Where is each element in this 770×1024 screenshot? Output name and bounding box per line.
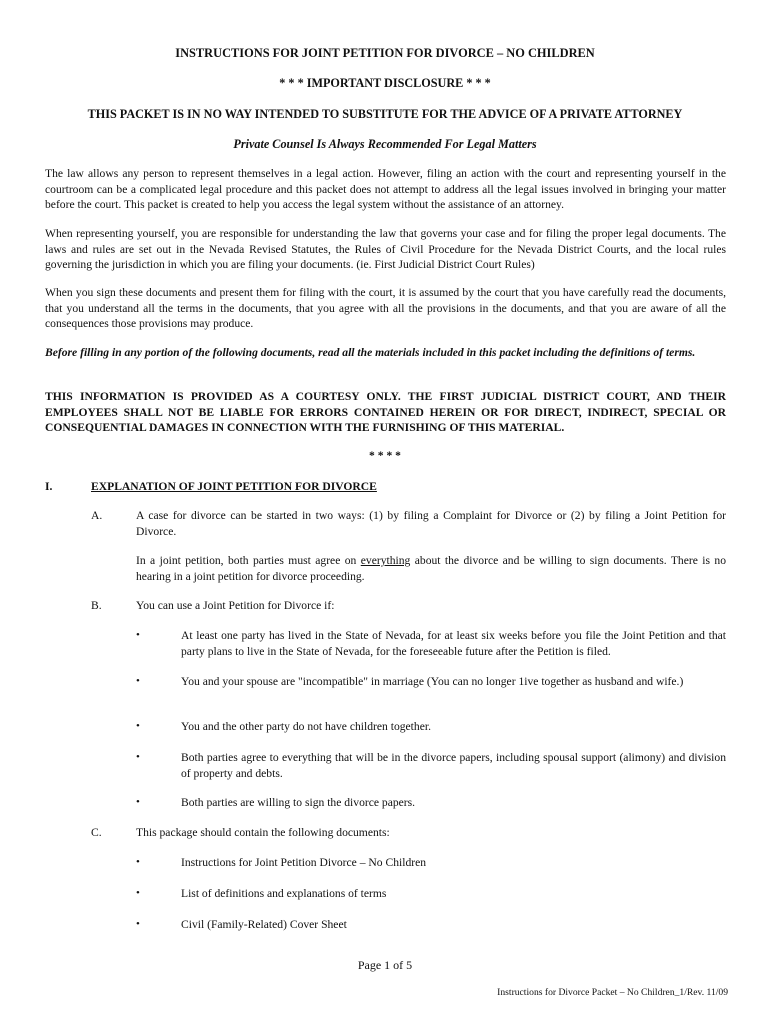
b-bullet-item: Both parties are willing to sign the divorce papers. [181, 796, 416, 809]
revision-footer: Instructions for Divorce Packet – No Children_1/Rev. 11/09 [497, 987, 728, 998]
section-number: I. [45, 480, 53, 493]
a-text-before: In a joint petition, both parties must agree on [136, 554, 361, 567]
disclaimer-paragraph: THIS INFORMATION IS PROVIDED AS A COURTESY ONLY. THE FIRST JUDICIAL DISTRICT COURT, AND THEIR EMPLOYEES SHALL NOT BE LIABLE FOR ERRORS CONTAINED HEREIN OR FOR DIRECT, INDIRECT, SPECIAL OR CONSEQUENTIAL DAMAGES IN CONNECTION WITH THE FURNISHING OF THIS MATERIAL. [45, 390, 726, 434]
bullet-icon: • [136, 796, 140, 808]
subsection-b-label: B. [91, 599, 102, 612]
page-number: Page 1 of 5 [357, 958, 413, 972]
c-bullet-item: List of definitions and explanations of terms [181, 887, 387, 900]
packet-notice: THIS PACKET IS IN NO WAY INTENDED TO SUBSTITUTE FOR THE ADVICE OF A PRIVATE ATTORNEY [87, 107, 683, 121]
disclosure-heading: * * * IMPORTANT DISCLOSURE * * * [279, 76, 491, 90]
counsel-note: Private Counsel Is Always Recommended For Legal Matters [233, 137, 537, 151]
c-bullet-item: Instructions for Joint Petition Divorce – No Children [181, 856, 427, 869]
b-bullet-item: Both parties agree to everything that will be in the divorce papers, including spousal support (alimony) and division of property and debts. [181, 751, 726, 780]
intro-paragraph: The law allows any person to represent themselves in a legal action. However, filing an action with the court and representing yourself in the courtroom can be a complicated legal procedure and this packet does not attempt to address all the legal issues involved in bringing your matter before the court. This packet is created to help you access the legal system without the assistance of an attorney. [45, 167, 726, 211]
signing-paragraph: When you sign these documents and present them for filing with the court, it is assumed by the court that you have carefully read the documents, that you understand all the terms in the documents, that you agree with all the provisions in the documents, and that you are aware of all the consequences those provisions may produce. [45, 286, 726, 330]
b-bullet-item: You and your spouse are "incompatible" in marriage (You can no longer 1ive together as husband and wife.) [181, 675, 684, 688]
subsection-c-text: This package should contain the following documents: [136, 826, 390, 839]
read-materials-paragraph: Before filling in any portion of the following documents, read all the materials included in this packet including the definitions of terms. [45, 346, 696, 359]
section-title: EXPLANATION OF JOINT PETITION FOR DIVORCE [91, 480, 377, 493]
a-text-emphasis: everything [360, 554, 411, 567]
bullet-icon: • [136, 918, 140, 930]
document-title: INSTRUCTIONS FOR JOINT PETITION FOR DIVORCE – NO CHILDREN [175, 46, 595, 60]
subsection-a-text: A case for divorce can be started in two ways: (1) by filing a Complaint for Divorce or (2) by filing a Joint Petition for Divorce. [136, 509, 726, 538]
bullet-icon: • [136, 675, 140, 687]
c-bullet-item: Civil (Family-Related) Cover Sheet [181, 918, 347, 931]
bullet-icon: • [136, 856, 140, 868]
subsection-b-text: You can use a Joint Petition for Divorce if: [136, 599, 335, 612]
b-bullet-item: You and the other party do not have children together. [181, 720, 431, 733]
subsection-a-label: A. [91, 509, 103, 522]
bullet-icon: • [136, 629, 140, 641]
subsection-a-text-2 [136, 553, 726, 584]
bullet-icon: • [136, 720, 140, 732]
responsibility-paragraph: When representing yourself, you are responsible for understanding the law that governs your case and for filing the proper legal documents. The laws and rules are set out in the Nevada Revised Statutes, the Rules of Civil Procedure for the Nevada District Courts, and the local rules governing the jurisdiction in which you are filing your documents. (ie. First Judicial District Court Rules) [45, 227, 726, 271]
separator: * * * * [369, 449, 401, 462]
subsection-c-label: C. [91, 826, 102, 839]
b-bullet-item: At least one party has lived in the State of Nevada, for at least six weeks before you file the Joint Petition and that party plans to live in the State of Nevada, for the foreseeable future after the Petition is filed. [181, 629, 726, 658]
bullet-icon: • [136, 887, 140, 899]
a-text-after: about the divorce and be willing to sign documents. There is no hearing in a joint petition for divorce proceeding. [136, 554, 727, 583]
bullet-icon: • [136, 751, 140, 763]
